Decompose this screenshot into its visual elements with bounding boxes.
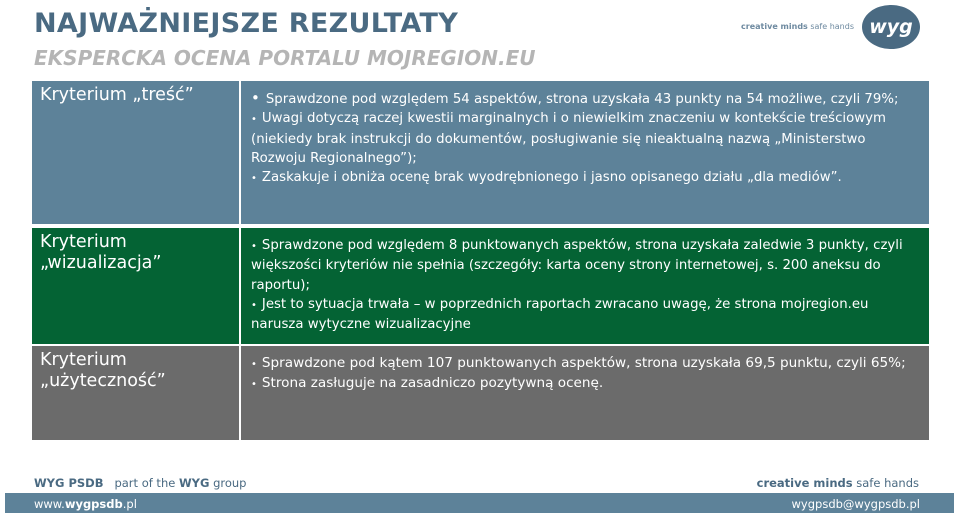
footer-website-link[interactable]: www.wygpsdb.pl [34,497,137,511]
brand-tagline-bold: creative minds [741,22,808,31]
footer-tagline-rest: safe hands [856,476,919,490]
detail-item: • Strona zasługuje na zasadniczo pozytywną ocenę. [251,374,921,394]
footer-group-bold: WYG [178,476,210,490]
criterion-details [241,346,929,440]
detail-item: • Sprawdzone pod kątem 107 punktowanych aspektów, strona uzyskała 69,5 punktu, czyli 65%; [251,354,921,374]
criterion-details [241,81,929,224]
brand-tagline-rest: safe hands [807,22,854,31]
criterion-label: Kryterium „treść” [32,81,239,224]
footer-bar [5,493,954,513]
criterion-label: Kryterium „wizualizacja” [32,228,239,344]
footer-org-name: WYG PSDB [34,476,104,490]
page-title: NAJWAŻNIEJSZE REZULTATY [34,8,459,39]
criterion-row-usability [32,346,929,440]
footer-org [34,476,246,490]
wyg-logo-text: wyg [869,16,913,38]
footer-group-rest: group [213,476,247,490]
detail-item: • Zaskakuje i obniża ocenę brak wyodrębnionego i jasno opisanego działu „dla mediów”. [251,168,921,188]
criterion-label: Kryterium „użyteczność” [32,346,239,440]
footer-tagline-bold: creative minds [756,476,853,490]
criterion-row-visualization [32,228,929,344]
page-subtitle: EKSPERCKA OCENA PORTALU MOJREGION.EU [34,46,536,70]
footer-part-of: part of the [114,476,176,490]
brand-tagline [741,22,854,31]
detail-item: • Sprawdzone pod względem 8 punktowanych aspektów, strona uzyskała zaledwie 3 punkty, czyli większości kryteriów nie spełnia (szczegóły: karta oceny strony internetowej, s. 200 aneksu do raportu); [251,236,921,295]
criterion-details [241,228,929,344]
wyg-logo [861,4,921,50]
detail-item: • Sprawdzone pod względem 54 aspektów, strona uzyskała 43 punkty na 54 możliwe, czyli 79%; [251,89,921,109]
detail-item: • Jest to sytuacja trwała – w poprzednich raportach zwracano uwagę, że strona mojregion.eu narusza wytyczne wizualizacyjne [251,295,921,335]
detail-item: • Uwagi dotyczą raczej kwestii marginalnych i o niewielkim znaczeniu w kontekście treściowym (niekiedy brak instrukcji do dokumentów, posługiwanie się nieaktualną nazwą „Ministerstwo Rozwoju Regionalnego”); [251,109,921,168]
criterion-row-content [32,81,929,224]
footer-email-link[interactable]: wygpsdb@wygpsdb.pl [791,497,920,511]
footer-tagline [757,476,919,490]
